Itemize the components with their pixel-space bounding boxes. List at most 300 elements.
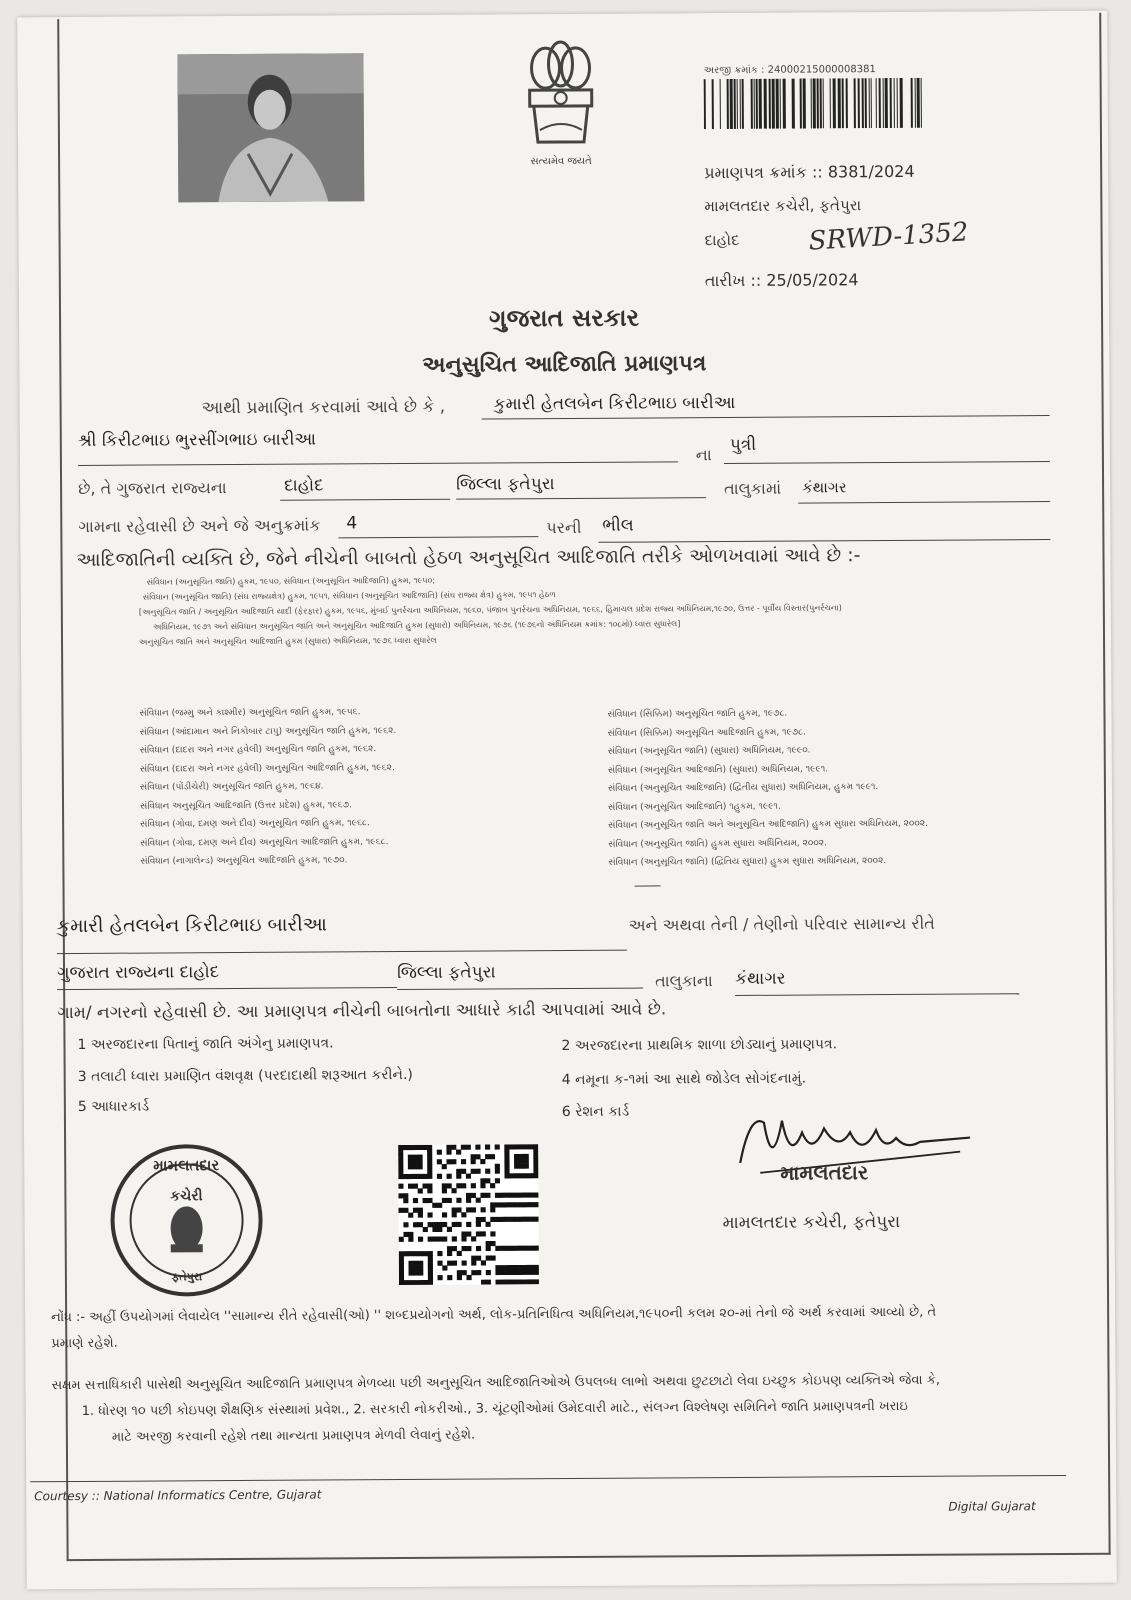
qr-module [486, 1256, 491, 1261]
qr-module [495, 1202, 500, 1207]
qr-module [485, 1222, 490, 1227]
qr-module [452, 1222, 457, 1227]
issuing-district: દાહોદ [704, 230, 740, 250]
qr-module [476, 1270, 481, 1275]
family-name-line [57, 912, 627, 954]
qr-module [466, 1246, 471, 1251]
qr-module [500, 1265, 505, 1270]
qr-module [461, 1169, 466, 1174]
qr-module [428, 1256, 433, 1261]
qr-module [437, 1222, 442, 1227]
barcode-bar [838, 78, 841, 128]
qr-module [413, 1261, 418, 1266]
qr-module [418, 1208, 423, 1213]
qr-module [403, 1145, 408, 1150]
qr-module [447, 1251, 452, 1256]
qr-module [519, 1246, 524, 1251]
family-text: અને અથવા તેની / તેણીનો પરિવાર સામાન્ય રીતે [628, 913, 935, 935]
order-item: સંવિધાન (દાદરા અને નગર હવેલી) અનુસૂચિત જાતિ હુકમ, ૧૯૬૨. [139, 744, 377, 756]
qr-module [428, 1222, 433, 1227]
state-text: છે, તે ગુજરાત રાજ્યના [78, 478, 227, 498]
qr-module [510, 1270, 515, 1275]
qr-module [413, 1184, 418, 1189]
qr-module [399, 1275, 404, 1280]
qr-module [500, 1193, 505, 1198]
taluka-value: ફતેપુરા [507, 474, 555, 495]
family-state-text: ગુજરાત રાજ્યના [56, 962, 175, 984]
barcode-bar [885, 78, 888, 128]
qr-module [529, 1202, 534, 1207]
qr-module [490, 1154, 495, 1159]
family-village-line [735, 967, 1019, 996]
qr-module [475, 1169, 480, 1174]
qr-module [447, 1174, 452, 1179]
qr-module [398, 1184, 403, 1189]
qr-module [428, 1280, 433, 1285]
qr-module [432, 1227, 437, 1232]
qr-module [399, 1261, 404, 1266]
qr-module [519, 1193, 524, 1198]
qr-module [505, 1193, 510, 1198]
qr-module [451, 1145, 456, 1150]
qr-module [529, 1173, 534, 1178]
qr-module [514, 1217, 519, 1222]
relation: પુત્રી [729, 434, 757, 455]
barcode-bar [742, 79, 744, 129]
qr-module [500, 1246, 505, 1251]
issue-date-label: તારીખ :: [704, 270, 762, 291]
barcode-bar [730, 79, 733, 129]
qr-module [399, 1256, 404, 1261]
qr-module [528, 1144, 533, 1149]
qr-module [432, 1237, 437, 1242]
qr-module [398, 1174, 403, 1179]
qr-module [533, 1173, 538, 1178]
qr-module [398, 1150, 403, 1155]
qr-module [427, 1183, 432, 1188]
qr-module [452, 1236, 457, 1241]
certificate-number-value: 8381/2024 [827, 161, 915, 182]
qr-module [524, 1246, 529, 1251]
barcode-bar [897, 78, 898, 128]
qr-module [413, 1280, 418, 1285]
order-line: અનુસૂચિત જાતિ અને અનુસૂચિત આદિજાતિ હુકમ (સુધારા) અધિનિયમ, ૧૯૭૬ ધ્વારા સુધારેલ [139, 635, 437, 647]
qr-module [418, 1222, 423, 1227]
qr-module [475, 1154, 480, 1159]
qr-module [456, 1183, 461, 1188]
barcode-bar [811, 78, 812, 128]
qr-module [519, 1173, 524, 1178]
qr-module [398, 1208, 403, 1213]
qr-module [398, 1159, 403, 1164]
qr-module [418, 1237, 423, 1242]
qr-module [461, 1145, 466, 1150]
order-item: સંવિધાન (જમ્મુ અને કાશ્મીર) અનુસૂચિત જાતિ હુકમ, ૧૯૫૬. [139, 707, 361, 719]
order-item: સંવિધાન (અનુસૂચિત જાતિ અને અનુસૂચિત આદિજાતિ) હુકમ સુધારા અધિનિયમ, ૨૦૦૨. [608, 818, 928, 831]
qr-module [408, 1164, 413, 1169]
note-line: માટે અરજી કરવાની રહેશે તથા માન્યતા પ્રમાણપત્ર મેળવી લેવાનું રહેશે. [111, 1427, 476, 1445]
order-item: સંવિધાન (અનુસૂચિત આદિજાતિ) (સુધારા) અધિનિયમ, ૧૯૯૧. [607, 763, 829, 776]
qr-module [428, 1261, 433, 1266]
barcode-bar [823, 78, 824, 128]
qr-module [485, 1193, 490, 1198]
qr-module [476, 1222, 481, 1227]
qr-module [461, 1212, 466, 1217]
qr-module [427, 1174, 432, 1179]
qr-module [442, 1236, 447, 1241]
qr-module [457, 1251, 462, 1256]
qr-module [505, 1265, 510, 1270]
note-line: 1. ધોરણ ૧૦ પછી કોઇપણ શૈક્ષણિક સંસ્થામાં પ્રવેશ., 2. સરકારી નોકરીઓ., 3. ચૂંટણીઓમાં ઉમેદવારી માટે., સંલગ્ન વિશ્લેષણ સમિતિને જાતિ પ્રમાણપત્રની ખરાઇ [81, 1398, 908, 1419]
family-taluka-label: તાલુકાના [655, 971, 713, 991]
qr-module [456, 1174, 461, 1179]
serial-line [338, 512, 538, 538]
qr-module [491, 1255, 496, 1260]
serial-suffix: પરની [546, 517, 582, 538]
qr-module [514, 1144, 519, 1149]
qr-module [534, 1217, 539, 1222]
qr-module [403, 1174, 408, 1179]
qr-module [529, 1217, 534, 1222]
qr-module [423, 1251, 428, 1256]
certificate-number [704, 162, 915, 183]
qr-module [461, 1232, 466, 1237]
qr-module [437, 1174, 442, 1179]
barcode-bar [712, 79, 714, 129]
qr-module [408, 1266, 413, 1271]
qr-module [432, 1222, 437, 1227]
qr-module [480, 1183, 485, 1188]
qr-module [515, 1265, 520, 1270]
qr-module [471, 1270, 476, 1275]
certificate-sheet [17, 11, 1117, 1590]
qr-module [480, 1193, 485, 1198]
lion-capital-icon [515, 38, 606, 157]
barcode-bar [842, 78, 844, 128]
document-item: 1 અરજદારના પિતાનું જાતિ અંગેનુ પ્રમાણપત્ર. [77, 1035, 334, 1053]
qr-module [456, 1198, 461, 1203]
qr-module [437, 1236, 442, 1241]
qr-module [534, 1265, 539, 1270]
qr-module [427, 1164, 432, 1169]
qr-module [510, 1279, 515, 1284]
official-stamp [108, 1142, 265, 1299]
qr-module [514, 1164, 519, 1169]
qr-module [452, 1261, 457, 1266]
qr-module [447, 1275, 452, 1280]
qr-module [466, 1193, 471, 1198]
qr-module [428, 1275, 433, 1280]
qr-module [510, 1265, 515, 1270]
qr-module [399, 1271, 404, 1276]
qr-module [524, 1265, 529, 1270]
qr-module [413, 1174, 418, 1179]
order-item: સંવિધાન (આંદામાન અને નિકોબાર ટાપુ) અનુસૂચિત જાતિ હુકમ, ૧૯૬૨. [139, 725, 397, 738]
qr-module [515, 1279, 520, 1284]
qr-module [452, 1207, 457, 1212]
qr-module [428, 1251, 433, 1256]
qr-module [510, 1217, 515, 1222]
application-number-value: 24000215000008381 [767, 64, 876, 76]
qr-module [490, 1183, 495, 1188]
qr-module [529, 1279, 534, 1284]
order-item: સંવિધાન (સિક્કિમ) અનુસૂચિત આદિજાતિ હુકમ, ૧૯૭૮. [607, 727, 806, 739]
qr-module [486, 1241, 491, 1246]
barcode-bar [833, 78, 836, 128]
qr-module [490, 1207, 495, 1212]
qr-module [495, 1193, 500, 1198]
qr-module [524, 1193, 529, 1198]
qr-module [408, 1145, 413, 1150]
barcode-bar [921, 78, 922, 128]
qr-module [505, 1217, 510, 1222]
qr-module [524, 1279, 529, 1284]
qr-module [514, 1159, 519, 1164]
family-taluka-line [397, 962, 643, 991]
qr-module [461, 1246, 466, 1251]
qr-module [514, 1202, 519, 1207]
order-line: અધિનિયમ, ૧૯૭૧ અને સંવિધાન અનુસૂચિત જાતિ અને અનુસૂચિત આદિજાતિ હુકમ (સુધારો) અધિનિયમ, ૧૯૭૬ (૧૯૭૬નો અધિનિયમ ક્રમાંક: ૧૦૮મો) ધ્વારા સુધારેલ] [152, 619, 681, 632]
barcode-bar [871, 78, 872, 128]
tribe-value: ભીલ [602, 515, 634, 536]
qr-module [404, 1280, 409, 1285]
qr-module [524, 1159, 529, 1164]
resident-text: ગામના રહેવાસી છે અને જે અનુક્રમાંક [78, 515, 321, 536]
basis-text: ગામ/ નગરનો રહેવાસી છે. આ પ્રમાણપત્ર નીચેની બાબતોના આધારે કાઢી આપવામાં આવે છે. [57, 999, 667, 1024]
qr-module [490, 1202, 495, 1207]
qr-module [456, 1169, 461, 1174]
qr-module [423, 1280, 428, 1285]
barcode-bar [783, 79, 786, 129]
handwritten-reference: SRWD-1352 [807, 217, 970, 257]
serial-number: 4 [346, 513, 358, 534]
qr-module [447, 1261, 452, 1266]
barcode-bar [865, 78, 867, 128]
qr-module [442, 1212, 447, 1217]
qr-module [461, 1159, 466, 1164]
district-line [280, 475, 450, 501]
qr-module [418, 1164, 423, 1169]
barcode-bar [911, 78, 913, 128]
qr-module [509, 1144, 514, 1149]
tribe-line [598, 513, 1050, 543]
qr-module [437, 1159, 442, 1164]
qr-module [481, 1260, 486, 1265]
issue-date [705, 270, 859, 291]
barcode-bar [890, 78, 892, 128]
village-line [798, 477, 1050, 504]
qr-module [442, 1265, 447, 1270]
qr-module [524, 1154, 529, 1159]
qr-module [495, 1169, 500, 1174]
order-item: સંવિધાન (સિક્કિમ) અનુસૂચિત જાતિ હુકમ, ૧૯૭૮. [607, 708, 788, 720]
orders-general [139, 569, 1059, 650]
qr-module [524, 1173, 529, 1178]
stamp-top-text: મામલતદાર [153, 1156, 220, 1175]
village-value: કંથાગર [802, 478, 847, 497]
relation-line [724, 433, 1050, 464]
qr-module [427, 1169, 432, 1174]
order-item: સંવિધાન (દાદરા અને નગર હવેલી) અનુસૂચિત આદિજાતિ હુકમ, ૧૯૬૨. [139, 762, 395, 775]
barcode-bar [820, 78, 822, 128]
qr-module [481, 1231, 486, 1236]
father-name: શ્રી કિરીટભાઇ ભુરસીંગભાઇ બારીઆ [77, 429, 317, 451]
qr-module [418, 1159, 423, 1164]
order-item: સંવિધાન (અનુસૂચિત આદિજાતિ) (દ્વિતીય સુધારા) અધિનિયમ, હુકમ ૧૯૯૧. [607, 782, 879, 794]
qr-module [495, 1265, 500, 1270]
qr-module [452, 1246, 457, 1251]
barcode-bar [759, 79, 762, 129]
qr-module [422, 1174, 427, 1179]
note-line: નોંધ :- અહીં ઉપયોગમાં લેવાયેલ ''સામાન્ય રીતે રહેવાસી(ઓ) '' શબ્દપ્રયોગનો અર્થ, લોક-પ્રતિનિધિત્વ અધિનિયમ,૧૯૫૦ની કલમ ૨૦-માં તેનો જે અર્થ કરવામાં આવ્યો છે, તે [51, 1304, 937, 1326]
barcode-bar [756, 79, 758, 129]
document-item: 2 અરજદારના પ્રાથમિક શાળા છોડ્યાનું પ્રમાણપત્ર. [561, 1036, 838, 1055]
note-residence [51, 1299, 1101, 1357]
barcode-bar [876, 78, 877, 128]
qr-module [408, 1251, 413, 1256]
qr-module [486, 1270, 491, 1275]
qr-module [466, 1207, 471, 1212]
qr-module [399, 1237, 404, 1242]
qr-module [495, 1280, 500, 1285]
qr-module [475, 1145, 480, 1150]
qr-module [418, 1280, 423, 1285]
qr-module [476, 1231, 481, 1236]
qr-module [524, 1217, 529, 1222]
qr-module [485, 1144, 490, 1149]
divider [635, 885, 661, 886]
qr-module [514, 1173, 519, 1178]
qr-module [428, 1237, 433, 1242]
taluka-label: તાલુકામાં [724, 478, 782, 499]
order-line: સંવિધાન (અનુસૂચિત જાતિ) હુકમ, ૧૯૫૦, સંવિધાન (અનુસૂચિત આદિજાતિ) હુકમ, ૧૯૫૦; [146, 575, 436, 587]
order-item: સંવિધાન (પોંડીચેરી) અનુસૂચિત જાતિ હુકમ, ૧૯૬૪. [139, 781, 324, 793]
qr-module [500, 1280, 505, 1285]
qr-module [422, 1145, 427, 1150]
qr-module [409, 1270, 414, 1275]
qr-module [403, 1193, 408, 1198]
qr-module [447, 1198, 452, 1203]
qr-module [446, 1145, 451, 1150]
qr-module [408, 1184, 413, 1189]
qr-module [417, 1155, 422, 1160]
qr-module [524, 1164, 529, 1169]
qr-module [485, 1154, 490, 1159]
barcode-bar [720, 79, 721, 129]
qr-module [466, 1231, 471, 1236]
qr-module [457, 1275, 462, 1280]
qr-module [534, 1246, 539, 1251]
barcode-bar [917, 78, 920, 128]
qr-module [432, 1203, 437, 1208]
certify-text: આથી પ્રમાણિત કરવામાં આવે છે કે , [201, 396, 446, 419]
qr-module [520, 1270, 525, 1275]
qr-module [480, 1159, 485, 1164]
qr-module [534, 1279, 539, 1284]
qr-module [437, 1203, 442, 1208]
order-item: સંવિધાન (અનુસૂચિત જાતિ) (દ્વિતિય સુધારા) હુકમ સુધારા અધિનિયમ, ૨૦૦૨. [608, 856, 887, 868]
emblem-motto: સત્યમેવ જયતે [530, 155, 592, 168]
qr-module [490, 1217, 495, 1222]
national-emblem [515, 38, 606, 179]
qr-module [495, 1178, 500, 1183]
document-item: 5 આધારકાર્ડ [77, 1098, 150, 1115]
qr-module [413, 1251, 418, 1256]
qr-module [427, 1145, 432, 1150]
qr-module [466, 1275, 471, 1280]
qr-module [519, 1217, 524, 1222]
qr-module [504, 1168, 509, 1173]
father-name-line [78, 427, 678, 466]
qr-module [476, 1256, 481, 1261]
note-verification [51, 1367, 1101, 1451]
qr-module [423, 1198, 428, 1203]
qr-module [481, 1207, 486, 1212]
qr-module [403, 1222, 408, 1227]
qr-module [427, 1159, 432, 1164]
qr-module [427, 1212, 432, 1217]
note-line: પ્રમાણે રહેશે. [51, 1335, 118, 1352]
qr-module [427, 1198, 432, 1203]
qr-module [418, 1270, 423, 1275]
qr-module [471, 1236, 476, 1241]
orders-right-column [607, 703, 1028, 872]
qr-module [515, 1270, 520, 1275]
qr-module [408, 1213, 413, 1218]
qr-module [480, 1178, 485, 1183]
application-number: અરજી ક્રમાંક : 24000215000008381 [703, 64, 876, 77]
qr-module [486, 1280, 491, 1285]
government-title: ગુજરાત સરકાર [489, 303, 640, 333]
qr-module [413, 1198, 418, 1203]
qr-module [408, 1237, 413, 1242]
na-text: ના [695, 445, 712, 465]
barcode-bar [915, 78, 916, 128]
order-item: સંવિધાન (અનુસૂચિત જાતિ) (સુધારા) અધિનિયમ, ૧૯૯૦. [607, 745, 811, 757]
qr-module [428, 1270, 433, 1275]
qr-module [398, 1145, 403, 1150]
qr-module [533, 1159, 538, 1164]
barcode-bar [769, 79, 771, 129]
qr-module [510, 1246, 515, 1251]
qr-module [490, 1231, 495, 1236]
qr-module [533, 1149, 538, 1154]
qr-module [505, 1246, 510, 1251]
qr-module [471, 1260, 476, 1265]
qr-module [462, 1260, 467, 1265]
certificate-title: અનુસુચિત આદિજાતિ પ્રમાણપત્ર [422, 351, 707, 378]
barcode-bar [817, 78, 819, 128]
qr-module [427, 1154, 432, 1159]
barcode-bar [813, 78, 816, 128]
issue-date-value: 25/05/2024 [766, 270, 859, 290]
qr-module [495, 1217, 500, 1222]
barcode-bar [704, 79, 706, 129]
qr-module [457, 1222, 462, 1227]
family-district-label: જિલ્લા [396, 962, 443, 984]
qr-module [442, 1164, 447, 1169]
stamp-bottom-text: ફતેપુરા [171, 1270, 203, 1284]
qr-module [495, 1270, 500, 1275]
qr-module [408, 1174, 413, 1179]
qr-module [509, 1193, 514, 1198]
qr-module [495, 1164, 500, 1169]
qr-module [533, 1163, 538, 1168]
qr-module [504, 1164, 509, 1169]
qr-module [451, 1188, 456, 1193]
qr-module [471, 1256, 476, 1261]
barcode-bar [734, 79, 736, 129]
